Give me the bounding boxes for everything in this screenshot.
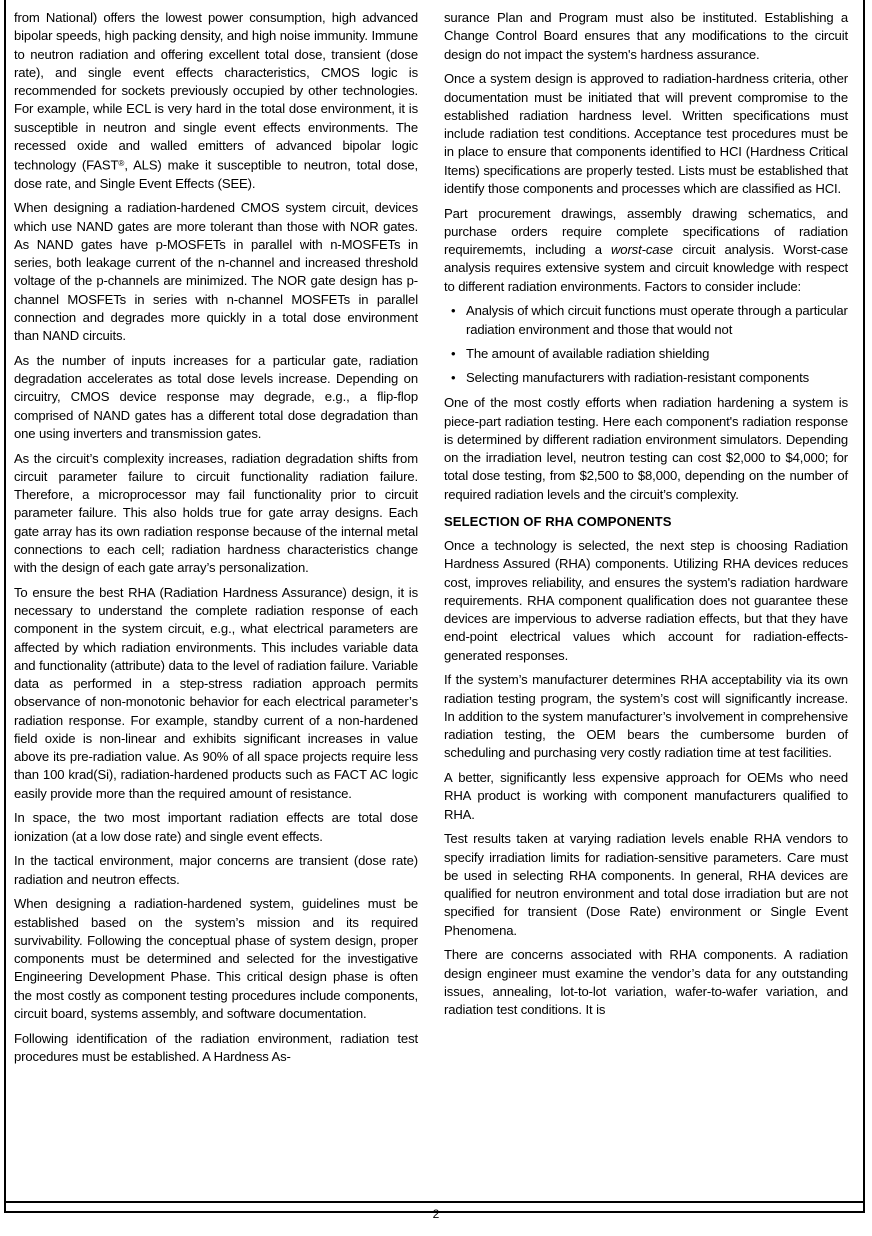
paragraph-tactical-effects: In the tactical environment, major concerns are transient (dose rate) radiation and neutron effects.	[14, 853, 418, 887]
paragraph-test-procedures: Following identification of the radiation environment, radiation test procedures must be established. A Hardness As-	[14, 1030, 418, 1064]
section-heading-selection-of-rha-components: SELECTION OF RHA COMPONENTS	[444, 513, 672, 529]
paragraph-text-continued: circuit analysis. Worst-case analysis requires extensive system and circuit knowledge with respect to different radiation environments. Factors to consider include:	[444, 242, 848, 294]
list-item	[444, 345, 848, 363]
paragraph-text-continued: , ALS) make it susceptible to neutron, total dose, dose rate, and Single Event Effects (SEE).	[14, 157, 419, 191]
paragraph-rha-choice: Once a technology is selected, the next step is choosing Radiation Hardness Assured (RHA) components. Utilizing RHA devices reduces cost, improves reliability, and ensures the system's radiation hardware requirements. RHA component qualification does not guarantee these devices are impervious to adverse radiation effects, but that they have end-point electrical values which account for radiation-effects-generated responses.	[444, 538, 848, 663]
paragraph-manufacturer-testing: If the system’s manufacturer determines RHA acceptability via its own radiation testing program, the system’s cost will significantly increase. In addition to the system manufacturer’s involvement in comprehensive radiation testing, the OEM bears the cumbersome burden of scheduling and purchasing very costly radiation time at test facilities.	[444, 672, 848, 761]
list-item-label: Analysis of which circuit functions must operate through a particular radiation environment and those that would not	[466, 303, 848, 337]
paragraph-text: from National) offers the lowest power consumption, high advanced bipolar speeds, high packing density, and high noise immunity. Immune to neutron radiation and offering excellent total dose, transient (dose rate), and single event effects characteristics, CMOS logic is recommended for sockets previously occupied by other technologies. For example, while ECL is very hard in the total dose environment, it is susceptible in neutron and single event effects environments. The recessed oxide and walled emitters of advanced bipolar logic technology (FAST	[14, 10, 418, 173]
bullet-icon: •	[451, 345, 456, 361]
page-number: 2	[432, 1207, 440, 1221]
paragraph-documentation: Once a system design is approved to radiation-hardness criteria, other documentation must be initiated that will prevent compromise to the established radiation hardness level. Written specifications must include radiation test conditions. Acceptance test procedures must be in place to ensure that components identified to HCI (Hardness Critical Items) specifications are properly tested. Lists must be established that identify those components and processes which are classified as HCI.	[444, 71, 848, 196]
left-text-column	[14, 9, 418, 1190]
list-item	[444, 302, 848, 339]
bullet-icon: •	[451, 303, 456, 319]
paragraph-input-count: As the number of inputs increases for a particular gate, radiation degradation accelerates as total dose levels increase. Depending on circuitry, CMOS device response may degrade, e.g., a flip-flop comprised of NAND gates has a different total dose degradation than one using inverters and transmission gates.	[14, 352, 418, 441]
paragraph-testing-cost: One of the most costly efforts when radiation hardening a system is piece-part radiation testing. Here each component's radiation response is determined by different radiation environment simulators. Depending on the irradiation level, neutron testing can cost $2,000 to $4,000; for total dose testing, from $2,500 to $8,000, depending on the number of required radiation levels and the circuit’s complexity.	[444, 395, 848, 502]
paragraph-nand-vs-nor: When designing a radiation-hardened CMOS system circuit, devices which use NAND gates are more tolerant than those with NOR gates. As NAND gates have p-MOSFETs in parallel with n-MOSFETs in series, both leakage current of the n-channel and increased threshold voltage of the p-channels are minimized. The NOR gate design has p-channel MOSFETs in series with n-channel MOSFETs in parallel connection and degrades more quickly in a total dose environment than NAND circuits.	[14, 200, 418, 344]
paragraph-rha-design: To ensure the best RHA (Radiation Hardness Assurance) design, it is necessary to understand the complete radiation response of each component in the system circuit, e.g., what electrical parameters are affected by which radiation environments. This includes variable data and functionality (attribute) data to the level of radiation failure. Variable data as performed in a step-stress radiation approach permits observance of non-monotonic behavior for each electrical parameter’s radiation response. For example, standby current of a non-hardened field oxide is non-linear and exhibits significant increases in value above its pre-radiation value. As 90% of all space projects require less than 100 krad(Si), radiation-hardened products such as FACT AC logic easily provide more than the required amount of resistance.	[14, 584, 418, 801]
page-footer	[0, 1190, 872, 1236]
paragraph-technology-comparison	[14, 9, 418, 193]
footer-divider	[4, 1201, 865, 1203]
paragraph-oem-approach: A better, significantly less expensive approach for OEMs who need RHA product is working with component manufacturers qualified to RHA.	[444, 770, 848, 822]
italic-term-worst-case: worst-case	[610, 242, 673, 257]
paragraph-space-effects: In space, the two most important radiation effects are total dose ionization (at a low dose rate) and single event effects.	[14, 810, 418, 844]
paragraph-rha-concerns: There are concerns associated with RHA components. A radiation design engineer must examine the vendor’s data for any outstanding issues, annealing, lot-to-lot variation, wafer-to-wafer variation, and radiation test conditions. It is	[444, 947, 848, 1017]
bullet-icon: •	[451, 370, 456, 385]
list-item	[444, 369, 848, 387]
paragraph-test-results: Test results taken at varying radiation levels enable RHA vendors to specify irradiation limits for radiation-sensitive parameters. Care must be used in selecting RHA components. In general, RHA devices are qualified for neutron environment and total dose irradiation but are not specified for transient (Dose Rate) environment or Single Event Phenomena.	[444, 831, 848, 938]
paragraph-assurance-plan: surance Plan and Program must also be instituted. Establishing a Change Control Board ensures that any modifications to the circuit design do not impact the system's hardness assurance.	[444, 10, 848, 62]
factors-bullet-list	[444, 302, 848, 387]
right-text-column	[444, 9, 848, 1190]
paragraph-design-guidelines: When designing a radiation-hardened system, guidelines must be established based on the system’s mission and its required survivability. Following the conceptual phase of system design, proper components must be determined and selected for the investigative Engineering Development Phase. This critical design phase is often the most costly as component testing procedures include components, circuit board, systems assembly, and software documentation.	[14, 896, 418, 1021]
registered-trademark-icon: ®	[118, 159, 125, 168]
list-item-label: The amount of available radiation shielding	[466, 345, 710, 361]
list-item-label: Selecting manufacturers with radiation-resistant components	[466, 370, 810, 385]
paragraph-text: Part procurement drawings, assembly drawing schematics, and purchase orders require complete specifications of radiation requirememts, including a	[444, 205, 848, 257]
paragraph-procurement	[444, 205, 848, 296]
paragraph-circuit-complexity: As the circuit’s complexity increases, radiation degradation shifts from circuit parameter failure to circuit functionality radiation failure. Therefore, a microprocessor may fail functionality prior to circuit parameter failure. This also holds true for gate array designs. Each gate array has its own radiation response because of the internal metal connections to each cell; radiation hardness characteristics change with the design of each gate array’s personalization.	[14, 450, 418, 576]
